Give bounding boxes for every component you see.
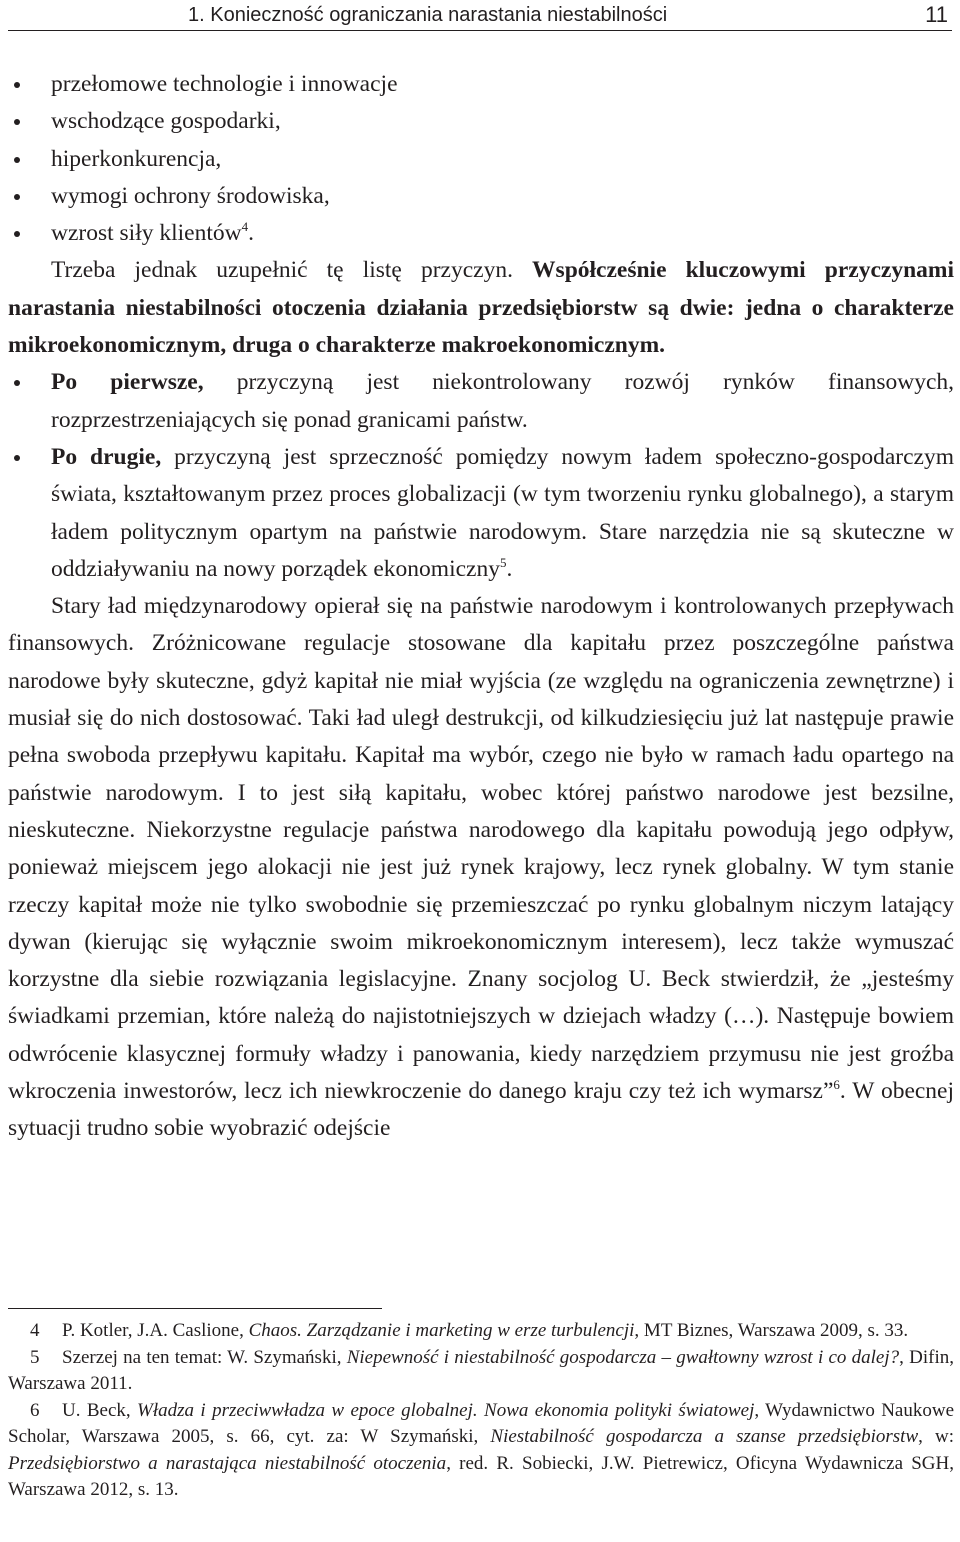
- citation-title: Niepewność i niestabilność gospodarcza – gwałtowny wzrost i co dalej?: [346, 1346, 900, 1368]
- citation-text: , Wydawnictwo Naukowe Scholar, Warszawa 2005, s. 66, cyt. za: W Szymański,: [8, 1399, 955, 1447]
- bullet-list-top: [8, 66, 954, 252]
- paragraph: Trzeba jednak uzupełnić tę listę przyczyn. Współcześnie kluczowymi przyczynami narastania niestabilności otoczenia działania przedsiębiorstw są dwie: jedna o charakterze mikroekonomicznym, druga o charakterze makroekonomicznym.: [8, 257, 955, 359]
- citation-text: Szerzej na ten temat: W. Szymański,: [62, 1346, 347, 1368]
- citation-text: U. Beck,: [62, 1399, 138, 1421]
- list-item: przełomowe technologie i innowacje: [8, 66, 954, 103]
- page-number: 11: [925, 2, 948, 27]
- list-item: Po drugie, przyczyną jest sprzeczność pomiędzy nowym ładem społeczno-gospodarczym świata, kształtowanym przez proces globalizacji (w tym tworzeniu rynku globalnego), a starym ładem politycznym opartym na państwie narodowym. Stare narzędzia nie są skuteczne w oddziaływaniu na nowy porządek ekonomiczny$^5$.: [8, 439, 954, 588]
- footnotes: [8, 1318, 954, 1504]
- citation-text: , red. R. Sobiecki, J.W. Pietrewicz, Oficyna Wydawnicza SGH, Warszawa 2012, s. 13.: [8, 1452, 954, 1500]
- list-item: wzrost siły klientów$^4$.: [8, 215, 954, 252]
- citation-title: Chaos. Zarządzanie i marketing w erze turbulencji: [248, 1320, 635, 1341]
- chapter-title: 1. Konieczność ograniczania narastania niestabilności: [188, 4, 668, 26]
- footnote-number: 6: [30, 1399, 40, 1421]
- footnote-number: 4: [30, 1320, 40, 1341]
- footnote: [8, 1345, 954, 1398]
- citation-title: Przedsiębiorstwo a narastająca niestabilność otoczenia: [8, 1452, 447, 1474]
- bullet-list-mid: [8, 364, 954, 588]
- footnote-divider: [8, 1308, 382, 1309]
- footnote: [8, 1398, 954, 1504]
- footnote-ref: 5: [499, 554, 507, 570]
- footnote-ref: 6: [833, 1077, 840, 1093]
- citation-text: P. Kotler, J.A. Caslione,: [62, 1320, 249, 1341]
- list-item: wymogi ochrony środowiska,: [8, 178, 954, 215]
- citation-title: Niestabilność gospodarcza a szanse przedsiębiorstw: [490, 1426, 919, 1447]
- footnote: [8, 1318, 954, 1345]
- highlighted-text: Współcześnie kluczowymi przyczynami narastania niestabilności otoczenia działania przedsiębiorstw są dwie: jedna o charakterze mikroekonomicznym, druga o charakterze makroekonomicznym.: [8, 257, 955, 359]
- footnote-number: 5: [30, 1346, 40, 1368]
- list-item: hiperkonkurencja,: [8, 141, 954, 178]
- list-item: Po pierwsze, przyczyną jest niekontrolowany rozwój rynków finansowych, rozprzestrzeniających się ponad granicami państw.: [8, 364, 954, 439]
- citation-text: , Difin, Warszawa 2011.: [8, 1346, 955, 1394]
- citation-text: , w:: [918, 1426, 954, 1447]
- running-header: [8, 0, 952, 31]
- paragraph: Stary ład międzynarodowy opierał się na państwie narodowym i kontrolowanych przepływach finansowych. Zróżnicowane regulacje stosowane dla kapitału przez poszczególne państwa narodowe były skuteczne, gdyż kapitał nie miał wyjścia (ze względu na ograniczenia zewnętrzne) i musiał się do nich dostosować. Taki ład uległ destrukcji, od kilkudziesięciu już lat następuje prawie pełna swoboda przepływu kapitału. Kapitał ma wybór, czego nie było w ramach ładu opartego na państwie narodowym. I to jest siłą kapitału, wobec której państwo narodowe jest bezsilne, nieskuteczne. Niekorzystne regulacje państwa narodowego dla kapitału powodują jego odpływ, ponieważ miejscem jego alokacji nie jest już rynek krajowy, lecz rynek globalny. W tym stanie rzeczy kapitał może nie tylko swobodnie się przemieszczać po rynku globalnym niczym latający dywan (kierując się wyłącznie swoim mikroekonomicznym interesem), lecz także wymuszać korzystne dla siebie rozwiązania legislacyjne. Znany socjolog U. Beck stwierdził, że „jesteśmy świadkami przemian, które należą do najistotniejszych w dziejach władzy (…). Następuje bowiem odwrócenie klasycznej formuły władzy i panowania, kiedy narzędziem przymusu nie jest groźba wkroczenia inwestorów, lecz ich niewkroczenie do danego kraju czy też ich wymarsz”$^6$. W obecnej sytuacji trudno sobie wyobrazić odejście: [8, 593, 955, 1142]
- body-text: [8, 66, 954, 1148]
- citation-title: Władza i przeciwwładza w epoce globalnej. Nowa ekonomia polityki światowej: [137, 1399, 755, 1421]
- footnote-ref: 4: [241, 219, 249, 235]
- list-item: wschodzące gospodarki,: [8, 103, 954, 140]
- citation-text: , MT Biznes, Warszawa 2009, s. 33.: [634, 1320, 909, 1341]
